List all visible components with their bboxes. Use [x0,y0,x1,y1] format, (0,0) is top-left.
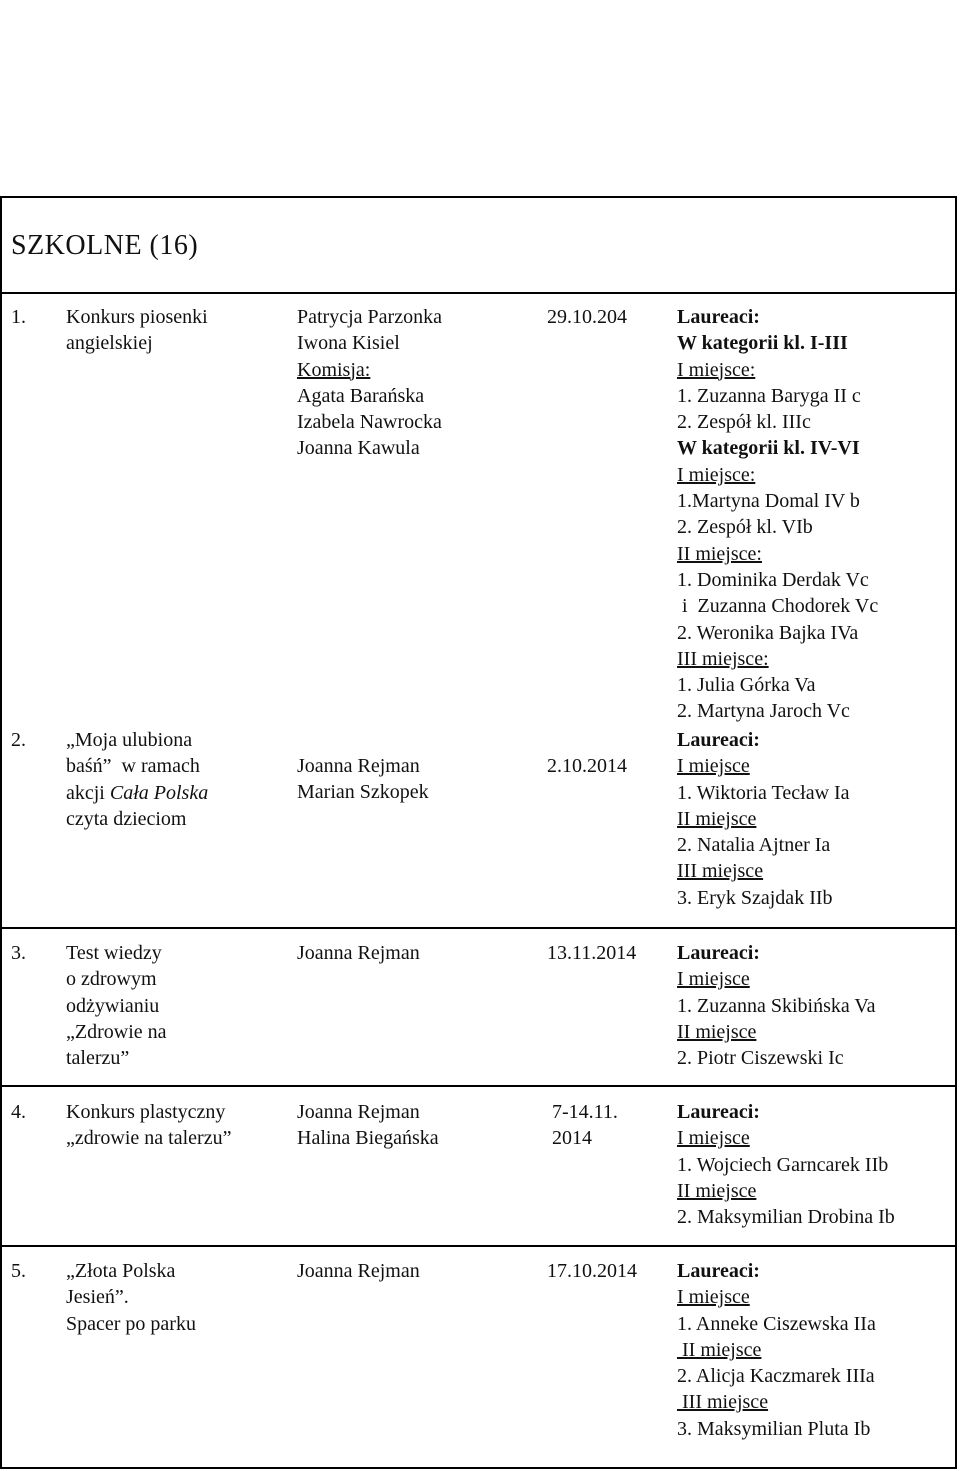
row-number: 3. [11,942,26,964]
row-divider [0,927,957,929]
komisja-label: Komisja: [297,358,371,381]
row-number: 1. [11,306,26,328]
contest-date: 7-14.11. 2014 [552,1101,618,1150]
row-divider [0,292,957,294]
section-heading: SZKOLNE (16) [11,230,199,261]
results: Laureaci: I miejsce 1. Anneke Ciszewska IIa II miejsce 2. Alicja Kaczmarek IIIa III miejsce 3. Maksymilian Pluta Ib [677,1260,876,1440]
contest-title: „Złota Polska Jesień”. Spacer po parku [66,1260,196,1335]
results: Laureaci: W kategorii kl. I-III I miejsce: 1. Zuzanna Baryga II c 2. Zespół kl. IIIc W kategorii kl. IV-VI I miejsce: 1.Martyna Domal IV b 2. Zespół kl. VIb II miejsce: 1. Dominika Derdak Vc i Zuzanna Chodorek Vc 2. Weronika Bajka IVa III miejsce: 1. Julia Górka Va 2. Martyna Jaroch Vc [677,306,879,723]
organizers: Joanna Rejman [297,1260,420,1282]
contest-title: Konkurs piosenki angielskiej [66,306,208,355]
results: Laureaci: I miejsce 1. Wiktoria Tecław Ia II miejsce 2. Natalia Ajtner Ia III miejsce 3. Eryk Szajdak IIb [677,729,850,909]
row-number: 5. [11,1260,26,1282]
row-divider [0,1245,957,1247]
organizers: Joanna Rejman Marian Szkopek [297,755,429,804]
contest-date: 13.11.2014 [547,942,637,964]
row-number: 2. [11,729,26,751]
contest-title: Test wiedzy o zdrowym odżywianiu „Zdrowie na talerzu” [66,942,167,1070]
contest-date: 29.10.204 [547,306,627,328]
contest-date: 2.10.2014 [547,755,627,777]
organizers: Patrycja Parzonka Iwona Kisiel Komisja: Agata Barańska Izabela Nawrocka Joanna Kawula [297,306,442,460]
contest-title: „Moja ulubiona baśń” w ramach akcji Cała Polska czyta dzieciom [66,729,209,830]
organizers: Joanna Rejman [297,942,420,964]
contest-title: Konkurs plastyczny „zdrowie na talerzu” [66,1101,232,1150]
results: Laureaci: I miejsce 1. Zuzanna Skibińska Va II miejsce 2. Piotr Ciszewski Ic [677,942,876,1070]
row-number: 4. [11,1101,26,1123]
organizers: Joanna Rejman Halina Biegańska [297,1101,439,1150]
results: Laureaci: I miejsce 1. Wojciech Garncarek IIb II miejsce 2. Maksymilian Drobina Ib [677,1101,895,1229]
contest-date: 17.10.2014 [547,1260,637,1282]
row-divider [0,1085,957,1087]
